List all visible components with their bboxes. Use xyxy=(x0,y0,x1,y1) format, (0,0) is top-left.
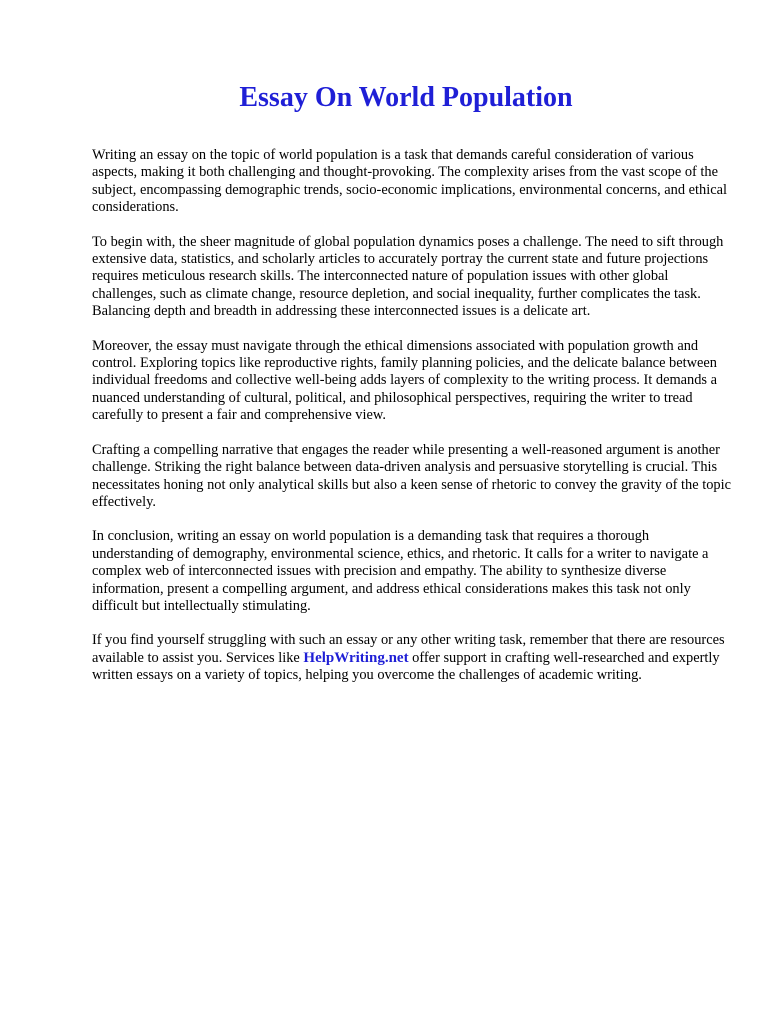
paragraph-magnitude: To begin with, the sheer magnitude of global population dynamics poses a challenge. The need to sift through extensive data, statistics, and scholarly articles to accurately portray the current state and future projections requires meticulous research skills. The interconnected nature of population issues with other global challenges, such as climate change, resource depletion, and social inequality, further complicates the task. Balancing depth and breadth in addressing these interconnected issues is a delicate art. xyxy=(92,233,724,320)
closing-text-after-link: offer support in crafting well-researched and expertly written essays on a variety of topics, helping you overcome the challenges of academic writing. xyxy=(92,649,720,684)
closing-text-before-link: If you find yourself struggling with such an essay or any other writing task, remember that there are resources available to assist you. Services like xyxy=(92,632,725,666)
paragraph-ethics: Moreover, the essay must navigate through the ethical dimensions associated with population growth and control. Exploring topics like reproductive rights, family planning policies, and the delicate balance between individual freedoms and collective well-being adds layers of complexity to the writing process. It demands a nuanced understanding of cultural, political, and philosophical perspectives, requiring the writer to tread carefully to present a fair and comprehensive view. xyxy=(92,337,718,424)
helpwriting-link[interactable]: HelpWriting.net xyxy=(303,649,409,666)
paragraph-intro: Writing an essay on the topic of world population is a task that demands careful consideration of various aspects, making it both challenging and thought-provoking. The complexity arises from the vast scope of the subject, encompassing demographic trends, socio-economic implications, environmental concerns, and ethical considerations. xyxy=(92,147,727,216)
essay-body xyxy=(92,147,732,702)
paragraph-closing xyxy=(92,632,732,684)
page-title: Essay On World Population xyxy=(239,82,573,113)
paragraph-conclusion: In conclusion, writing an essay on world population is a demanding task that requires a thorough understanding of demography, environmental science, ethics, and rhetoric. It calls for a writer to navigate a complex web of interconnected issues with precision and empathy. The ability to synthesize diverse information, present a compelling argument, and address ethical considerations makes this task not only difficult but intellectually stimulating. xyxy=(92,528,709,614)
paragraph-narrative: Crafting a compelling narrative that engages the reader while presenting a well-reasoned argument is another challenge. Striking the right balance between data-driven analysis and persuasive storytelling is crucial. This necessitates honing not only analytical skills but also a keen sense of rhetoric to convey the gravity of the topic effectively. xyxy=(92,441,732,510)
